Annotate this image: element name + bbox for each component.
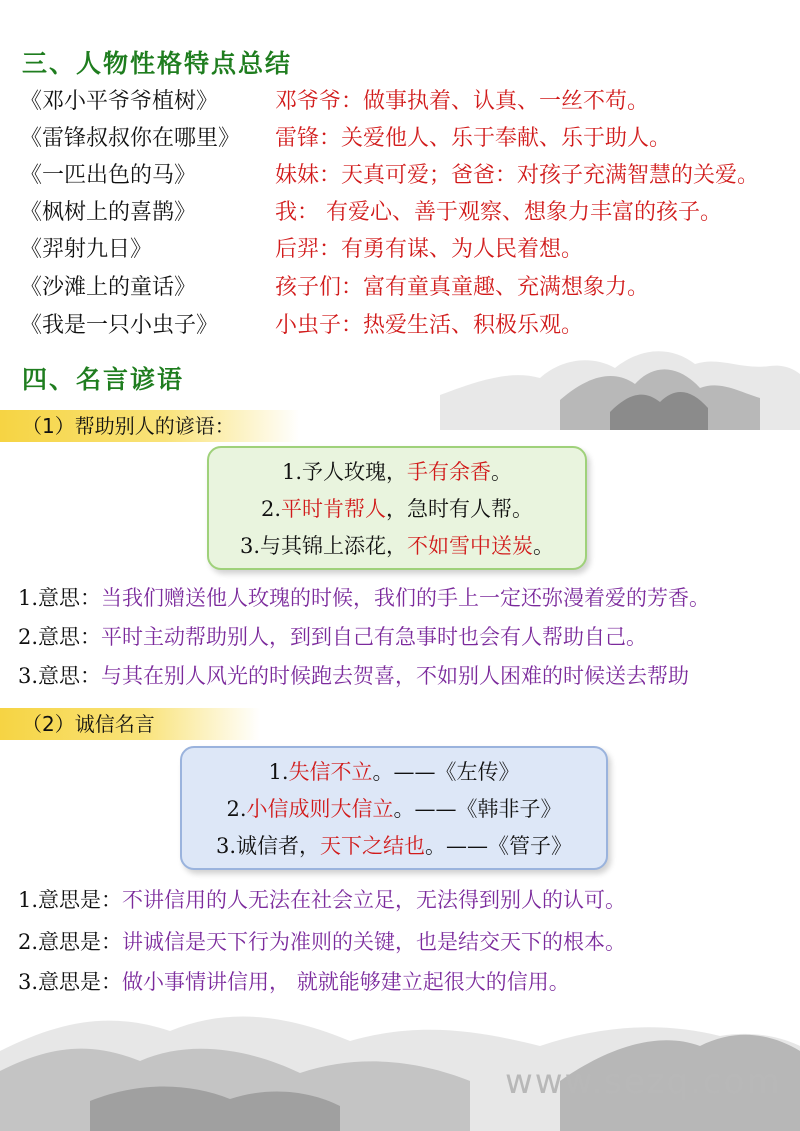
- book-title: 《一匹出色的马》: [20, 163, 197, 188]
- meaning-line: 2.意思：平时主动帮助别人，到到自己有急事时也会有人帮助自己。: [18, 625, 648, 649]
- proverb-card-helping: [207, 446, 587, 570]
- trait-description: 妹妹：天真可爱；爸爸：对孩子充满智慧的关爱。: [275, 163, 760, 188]
- trait-description: 我： 有爱心、善于观察、想象力丰富的孩子。: [275, 200, 722, 225]
- trait-description: 雷锋：关爱他人、乐于奉献、乐于助人。: [275, 126, 672, 151]
- proverb-line: 3.诚信者，天下之结也。——《管子》: [215, 834, 573, 858]
- watermark-text: www.sezq.com: [505, 1062, 782, 1102]
- book-title: 《沙滩上的童话》: [20, 275, 197, 300]
- book-title: 《枫树上的喜鹊》: [20, 200, 197, 225]
- mountain-painting-top: [440, 340, 800, 430]
- meaning-line: 3.意思：与其在别人风光的时候跑去贺喜，不如别人困难的时候送去帮助: [18, 664, 690, 688]
- proverb-line: 2.平时肯帮人，急时有人帮。: [260, 497, 534, 521]
- book-title: 《邓小平爷爷植树》: [20, 89, 219, 114]
- section-title-proverbs: 四、名言谚语: [22, 365, 185, 394]
- proverb-card-integrity: [180, 746, 608, 870]
- trait-description: 邓爷爷：做事执着、认真、一丝不苟。: [275, 89, 650, 114]
- subsection-banner-helping: （1）帮助别人的谚语：: [0, 410, 300, 442]
- meaning-line: 1.意思是：不讲信用的人无法在社会立足，无法得到别人的认可。: [18, 888, 627, 912]
- book-title: 《我是一只小虫子》: [20, 313, 219, 338]
- trait-description: 小虫子：热爱生活、积极乐观。: [275, 313, 584, 338]
- meaning-line: 2.意思是：讲诚信是天下行为准则的关键，也是结交天下的根本。: [18, 930, 627, 954]
- trait-description: 孩子们：富有童真童趣、充满想象力。: [275, 275, 650, 300]
- mountain-painting-bottom: [0, 991, 800, 1131]
- proverb-line: 1.失信不立。——《左传》: [268, 760, 520, 784]
- section-title-character-traits: 三、人物性格特点总结: [22, 49, 293, 78]
- book-title: 《雷锋叔叔你在哪里》: [20, 126, 241, 151]
- meaning-line: 3.意思是：做小事情讲信用， 就就能够建立起很大的信用。: [18, 970, 570, 994]
- meaning-line: 1.意思：当我们赠送他人玫瑰的时候，我们的手上一定还弥漫着爱的芳香。: [18, 586, 711, 610]
- trait-description: 后羿：有勇有谋、为人民着想。: [275, 237, 584, 262]
- proverb-line: 1.予人玫瑰，手有余香。: [281, 460, 513, 484]
- book-title: 《羿射九日》: [20, 237, 153, 262]
- subsection-banner-integrity: （2）诚信名言: [0, 708, 260, 740]
- proverb-line: 2.小信成则大信立。——《韩非子》: [226, 797, 562, 821]
- proverb-line: 3.与其锦上添花，不如雪中送炭。: [239, 534, 555, 558]
